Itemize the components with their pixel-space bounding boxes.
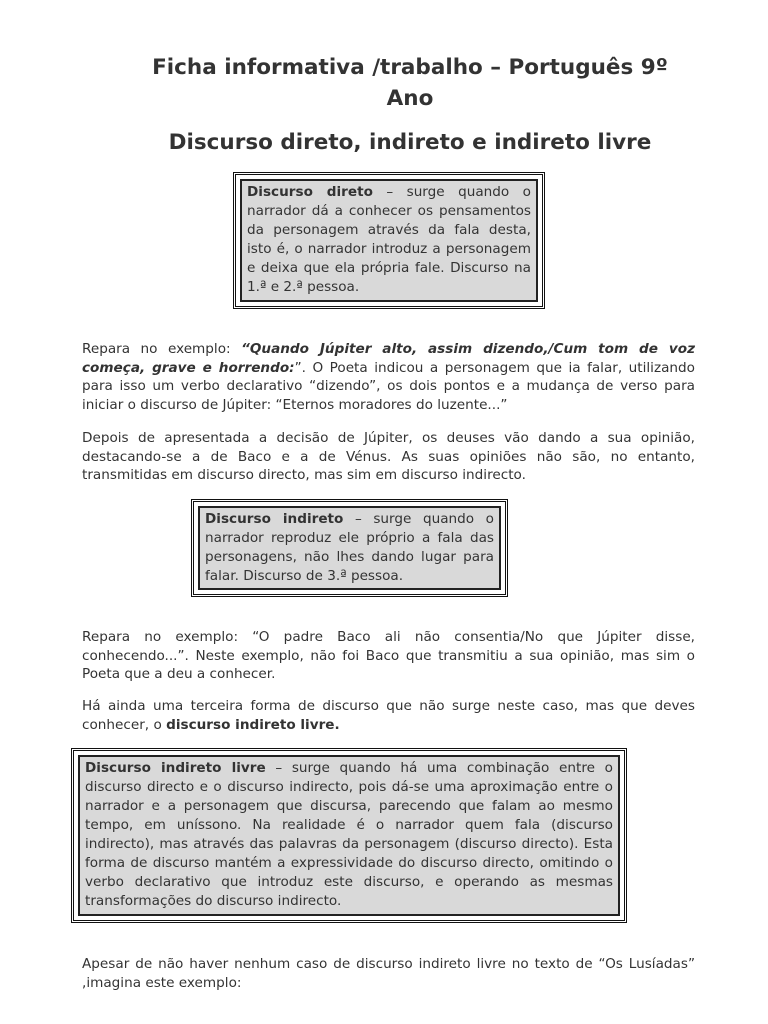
direct-speech-definition bbox=[240, 179, 538, 302]
paragraph-5: Apesar de não haver nenhum caso de discurso indireto livre no texto de “Os Lusíadas” ,imagina este exemplo: bbox=[82, 956, 695, 991]
paragraph-4-lead: Há ainda uma terceira forma de discurso que não surge neste caso, mas que deves conhecer, o bbox=[82, 698, 695, 733]
title-line-1: Ficha informativa /trabalho – Português 9º bbox=[152, 55, 668, 80]
example-1-rest: ”. O Poeta indicou a personagem que ia falar, utilizando para isso um verbo declarativo “dizendo”, os dois pontos e a mudança de verso para iniciar o discurso de Júpiter: “Eternos moradores do luzente...” bbox=[82, 359, 695, 413]
paragraph-2: Depois de apresentada a decisão de Júpiter, os deuses vão dando a sua opinião, destacando-se a de Baco e a de Vénus. As suas opiniões não são, no entanto, transmitidas em discurso directo, mas sim em discurso indirecto. bbox=[82, 430, 695, 484]
free-indirect-speech-text: – surge quando há uma combinação entre o discurso directo e o discurso indirecto, pois dá-se uma aproximação entre o narrador e a personagem que discursa, parecendo que falam ao mesmo tempo, em uníssono. Na realidade é o narrador quem fala (discurso indirecto), mas através das palavras da personagem (discurso directo). Esta forma de discurso mantém a expressividade do discurso directo, omitindo o verbo declarativo que introduz este discurso, e operando as mesmas transformações do discurso indirecto. bbox=[85, 760, 613, 909]
example-paragraph-2: Repara no exemplo: “O padre Baco ali não consentia/No que Júpiter disse, conhecendo...”. Neste exemplo, não foi Baco que transmitiu a sua opinião, mas sim o Poeta que a deu a conhecer. bbox=[82, 629, 695, 683]
page-subtitle: Discurso direto, indireto e indireto livre bbox=[168, 130, 652, 155]
direct-speech-term: Discurso direto bbox=[247, 184, 373, 200]
indirect-speech-box bbox=[191, 499, 508, 597]
example-1-quote: “Quando Júpiter alto, assim dizendo,/Cum tom de voz começa, grave e horrendo: bbox=[82, 341, 695, 376]
direct-speech-text: – surge quando o narrador dá a conhecer os pensamentos da personagem através da fala desta, isto é, o narrador introduz a personagem e deixa que ela própria fale. Discurso na 1.ª e 2.ª pessoa. bbox=[247, 184, 531, 295]
paragraph-4-bold: discurso indireto livre. bbox=[166, 716, 340, 733]
indirect-speech-term: Discurso indireto bbox=[205, 511, 344, 527]
paragraph-4 bbox=[82, 697, 695, 734]
example-paragraph-1 bbox=[82, 340, 695, 414]
direct-speech-box bbox=[233, 172, 545, 309]
indirect-speech-text: – surge quando o narrador reproduz ele próprio a fala das personagens, não lhes dando lugar para falar. Discurso de 3.ª pessoa. bbox=[205, 511, 494, 584]
title-line-2: Ano bbox=[386, 86, 434, 111]
page-title bbox=[120, 52, 700, 114]
free-indirect-speech-definition bbox=[78, 755, 620, 916]
free-indirect-speech-box bbox=[71, 748, 627, 923]
example-1-lead: Repara no exemplo: bbox=[82, 341, 242, 357]
indirect-speech-definition bbox=[198, 506, 501, 590]
free-indirect-speech-term: Discurso indireto livre bbox=[85, 760, 266, 776]
